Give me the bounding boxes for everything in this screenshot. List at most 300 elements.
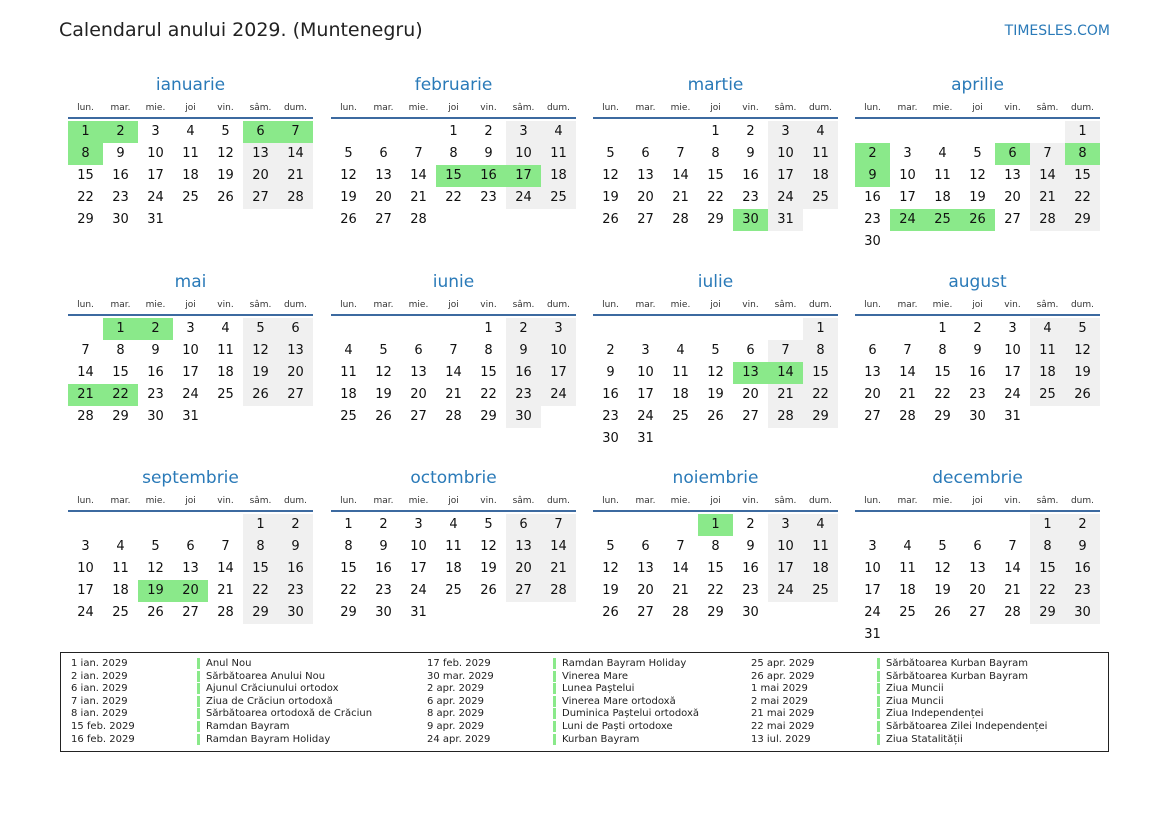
holiday-name: Ziua de Crăciun ortodoxă bbox=[197, 696, 333, 707]
day-cell: 25 bbox=[1030, 384, 1065, 406]
day-cell: 28 bbox=[768, 406, 803, 428]
holiday-day-cell: 17 bbox=[506, 165, 541, 187]
month-title: mai bbox=[174, 272, 207, 292]
day-cell: 7 bbox=[81, 343, 90, 358]
day-cell: 20 bbox=[278, 362, 313, 384]
day-cell: 26 bbox=[707, 409, 724, 424]
day-cell: 9 bbox=[746, 146, 755, 161]
day-cell: 31 bbox=[1004, 409, 1021, 424]
holiday-day-cell: 30 bbox=[733, 209, 768, 231]
day-cell: 15 bbox=[243, 558, 278, 580]
weekday-label: mar. bbox=[373, 300, 394, 310]
day-cell: 25 bbox=[217, 387, 234, 402]
holiday-day-cell: 9 bbox=[855, 165, 890, 187]
weekday-label: mar. bbox=[897, 103, 918, 113]
day-cell: 7 bbox=[541, 514, 576, 536]
day-cell: 20 bbox=[969, 583, 986, 598]
weekday-label: mie. bbox=[670, 300, 691, 310]
day-cell: 20 bbox=[506, 558, 541, 580]
holiday-legend bbox=[60, 652, 1109, 752]
day-cell: 28 bbox=[899, 409, 916, 424]
month-title: octombrie bbox=[410, 468, 497, 488]
day-cell: 29 bbox=[707, 605, 724, 620]
day-cell: 12 bbox=[375, 365, 392, 380]
day-cell: 21 bbox=[672, 583, 689, 598]
day-cell: 26 bbox=[147, 605, 164, 620]
day-cell: 4 bbox=[221, 321, 230, 336]
weekday-header bbox=[593, 300, 838, 316]
day-cell: 18 bbox=[803, 165, 838, 187]
day-cell: 29 bbox=[707, 212, 724, 227]
day-cell: 9 bbox=[746, 539, 755, 554]
weekday-label: dum. bbox=[283, 496, 308, 506]
day-cell: 12 bbox=[480, 539, 497, 554]
day-cell: 10 bbox=[637, 365, 654, 380]
holiday-day-cell: 2 bbox=[138, 318, 173, 340]
weekday-header bbox=[68, 300, 313, 316]
month-title: aprilie bbox=[951, 75, 1004, 95]
day-cell: 2 bbox=[506, 318, 541, 340]
day-cell: 8 bbox=[344, 539, 353, 554]
weekday-label: lun. bbox=[77, 103, 94, 113]
day-cell: 20 bbox=[637, 190, 654, 205]
day-cell: 18 bbox=[672, 387, 689, 402]
day-cell: 13 bbox=[182, 561, 199, 576]
month-octombrie bbox=[331, 468, 576, 658]
holiday-name: Ramdan Bayram Holiday bbox=[197, 734, 330, 745]
day-cell: 16 bbox=[375, 561, 392, 576]
month-title: ianuarie bbox=[155, 75, 226, 95]
day-cell: 15 bbox=[112, 365, 129, 380]
holiday-day-cell: 2 bbox=[855, 143, 890, 165]
holiday-date: 1 mai 2029 bbox=[751, 683, 808, 695]
day-cell: 14 bbox=[1030, 165, 1065, 187]
day-cell: 26 bbox=[243, 384, 278, 406]
month-title: iunie bbox=[432, 272, 475, 292]
weekday-label: joi bbox=[448, 300, 459, 310]
weekday-label: dum. bbox=[283, 300, 308, 310]
day-cell: 6 bbox=[278, 318, 313, 340]
day-cell: 20 bbox=[637, 583, 654, 598]
weekday-label: mie. bbox=[145, 496, 166, 506]
holiday-date: 25 apr. 2029 bbox=[751, 658, 815, 669]
day-cell: 9 bbox=[379, 539, 388, 554]
holiday-day-cell: 8 bbox=[68, 143, 103, 165]
day-cell: 21 bbox=[1030, 187, 1065, 209]
day-cell: 9 bbox=[278, 536, 313, 558]
weekday-label: mie. bbox=[932, 496, 953, 506]
day-cell: 25 bbox=[899, 605, 916, 620]
day-cell: 19 bbox=[375, 387, 392, 402]
day-cell: 6 bbox=[506, 514, 541, 536]
weekday-label: mar. bbox=[110, 496, 131, 506]
day-cell: 6 bbox=[746, 343, 755, 358]
day-cell: 14 bbox=[217, 561, 234, 576]
day-cell: 14 bbox=[672, 561, 689, 576]
day-cell: 9 bbox=[151, 343, 160, 358]
weekday-label: vin. bbox=[1004, 300, 1021, 310]
day-cell: 22 bbox=[77, 190, 94, 205]
day-cell: 11 bbox=[217, 343, 234, 358]
day-cell: 8 bbox=[803, 340, 838, 362]
day-cell: 21 bbox=[541, 558, 576, 580]
weekday-label: sâm. bbox=[512, 103, 535, 113]
day-cell: 5 bbox=[344, 146, 353, 161]
day-cell: 5 bbox=[484, 517, 493, 532]
day-cell: 6 bbox=[641, 539, 650, 554]
month-septembrie bbox=[68, 468, 313, 658]
holiday-name: Ziua Muncii bbox=[877, 683, 944, 694]
day-cell: 6 bbox=[641, 146, 650, 161]
day-cell: 13 bbox=[969, 561, 986, 576]
day-cell: 5 bbox=[243, 318, 278, 340]
day-cell: 7 bbox=[414, 146, 423, 161]
day-cell: 13 bbox=[278, 340, 313, 362]
day-cell: 10 bbox=[864, 561, 881, 576]
day-cell: 7 bbox=[676, 146, 685, 161]
holiday-date: 8 apr. 2029 bbox=[427, 708, 485, 720]
month-noiembrie bbox=[593, 468, 838, 658]
day-cell: 13 bbox=[1004, 168, 1021, 183]
day-cell: 4 bbox=[803, 121, 838, 143]
day-cell: 27 bbox=[506, 580, 541, 602]
weekday-label: dum. bbox=[808, 103, 833, 113]
day-cell: 23 bbox=[742, 190, 759, 205]
day-cell: 17 bbox=[637, 387, 654, 402]
day-cell: 6 bbox=[379, 146, 388, 161]
weekday-label: joi bbox=[448, 103, 459, 113]
day-cell: 25 bbox=[672, 409, 689, 424]
day-cell: 6 bbox=[414, 343, 423, 358]
day-cell: 13 bbox=[637, 561, 654, 576]
site-link[interactable]: TIMESLES.COM bbox=[1004, 23, 1110, 39]
weekday-header bbox=[68, 103, 313, 119]
day-cell: 2 bbox=[379, 517, 388, 532]
day-cell: 11 bbox=[445, 539, 462, 554]
day-cell: 27 bbox=[375, 212, 392, 227]
day-cell: 28 bbox=[410, 212, 427, 227]
holiday-name: Ziua Independenței bbox=[877, 708, 984, 719]
day-cell: 22 bbox=[480, 387, 497, 402]
day-cell: 2 bbox=[746, 517, 755, 532]
day-cell: 15 bbox=[803, 362, 838, 384]
weekday-label: mie. bbox=[670, 103, 691, 113]
day-cell: 17 bbox=[864, 583, 881, 598]
day-cell: 10 bbox=[77, 561, 94, 576]
weekday-label: mar. bbox=[635, 103, 656, 113]
month-iulie bbox=[593, 272, 838, 462]
day-cell: 21 bbox=[217, 583, 234, 598]
day-cell: 1 bbox=[803, 318, 838, 340]
day-cell: 27 bbox=[182, 605, 199, 620]
weekday-label: sâm. bbox=[249, 300, 272, 310]
day-cell: 7 bbox=[768, 340, 803, 362]
weekday-label: joi bbox=[710, 300, 721, 310]
day-cell: 26 bbox=[602, 605, 619, 620]
month-martie bbox=[593, 75, 838, 265]
month-title: iulie bbox=[697, 272, 734, 292]
day-cell: 19 bbox=[602, 190, 619, 205]
weekday-label: sâm. bbox=[512, 300, 535, 310]
day-cell: 6 bbox=[973, 539, 982, 554]
day-cell: 23 bbox=[969, 387, 986, 402]
day-cell: 24 bbox=[768, 187, 803, 209]
day-cell: 3 bbox=[151, 124, 160, 139]
day-cell: 6 bbox=[868, 343, 877, 358]
weekday-label: lun. bbox=[602, 300, 619, 310]
holiday-day-cell: 1 bbox=[103, 318, 138, 340]
day-cell: 16 bbox=[147, 365, 164, 380]
holiday-day-cell: 13 bbox=[733, 362, 768, 384]
day-cell: 23 bbox=[602, 409, 619, 424]
day-cell: 21 bbox=[768, 384, 803, 406]
day-cell: 20 bbox=[864, 387, 881, 402]
holiday-date: 7 ian. 2029 bbox=[71, 695, 128, 707]
weekday-label: lun. bbox=[602, 103, 619, 113]
day-cell: 28 bbox=[1030, 209, 1065, 231]
day-cell: 23 bbox=[1065, 580, 1100, 602]
day-cell: 28 bbox=[541, 580, 576, 602]
day-cell: 15 bbox=[707, 561, 724, 576]
weekday-header bbox=[68, 496, 313, 512]
holiday-name: Vinerea Mare ortodoxă bbox=[553, 696, 676, 707]
day-cell: 23 bbox=[742, 583, 759, 598]
day-cell: 5 bbox=[1065, 318, 1100, 340]
day-cell: 26 bbox=[934, 605, 951, 620]
holiday-date: 2 ian. 2029 bbox=[71, 670, 128, 682]
day-cell: 23 bbox=[375, 583, 392, 598]
day-cell: 19 bbox=[602, 583, 619, 598]
day-cell: 22 bbox=[243, 580, 278, 602]
day-cell: 10 bbox=[410, 539, 427, 554]
day-cell: 26 bbox=[1065, 384, 1100, 406]
day-cell: 24 bbox=[637, 409, 654, 424]
day-cell: 18 bbox=[1030, 362, 1065, 384]
holiday-day-cell: 25 bbox=[925, 209, 960, 231]
day-cell: 4 bbox=[449, 517, 458, 532]
day-cell: 22 bbox=[803, 384, 838, 406]
day-cell: 11 bbox=[340, 365, 357, 380]
day-cell: 5 bbox=[938, 539, 947, 554]
day-cell: 14 bbox=[1004, 561, 1021, 576]
day-cell: 10 bbox=[147, 146, 164, 161]
holiday-day-cell: 24 bbox=[890, 209, 925, 231]
day-cell: 26 bbox=[340, 212, 357, 227]
weekday-label: vin. bbox=[742, 103, 759, 113]
day-cell: 15 bbox=[77, 168, 94, 183]
weekday-label: sâm. bbox=[774, 496, 797, 506]
day-cell: 11 bbox=[112, 561, 129, 576]
page-title: Calendarul anului 2029. (Muntenegru) bbox=[59, 19, 423, 41]
day-cell: 4 bbox=[1030, 318, 1065, 340]
holiday-date: 6 ian. 2029 bbox=[71, 683, 128, 695]
day-cell: 9 bbox=[484, 146, 493, 161]
day-cell: 29 bbox=[803, 406, 838, 428]
day-cell: 9 bbox=[606, 365, 615, 380]
day-cell: 22 bbox=[1065, 187, 1100, 209]
day-cell: 4 bbox=[676, 343, 685, 358]
day-cell: 31 bbox=[182, 409, 199, 424]
day-cell: 14 bbox=[410, 168, 427, 183]
day-cell: 27 bbox=[410, 409, 427, 424]
day-cell: 29 bbox=[340, 605, 357, 620]
day-cell: 30 bbox=[506, 406, 541, 428]
day-cell: 13 bbox=[243, 143, 278, 165]
holiday-date: 21 mai 2029 bbox=[751, 708, 815, 720]
day-cell: 29 bbox=[934, 409, 951, 424]
day-cell: 17 bbox=[768, 558, 803, 580]
holiday-date: 22 mai 2029 bbox=[751, 721, 815, 732]
weekday-label: dum. bbox=[808, 300, 833, 310]
day-cell: 16 bbox=[112, 168, 129, 183]
day-cell: 30 bbox=[278, 602, 313, 624]
day-cell: 24 bbox=[506, 187, 541, 209]
day-cell: 24 bbox=[768, 580, 803, 602]
day-cell: 16 bbox=[278, 558, 313, 580]
day-cell: 23 bbox=[112, 190, 129, 205]
month-title: decembrie bbox=[932, 468, 1023, 488]
weekday-label: vin. bbox=[742, 496, 759, 506]
day-cell: 21 bbox=[1004, 583, 1021, 598]
holiday-name: Duminica Paștelui ortodoxă bbox=[553, 708, 699, 719]
holiday-name: Ajunul Crăciunului ortodox bbox=[197, 683, 339, 694]
weekday-label: mar. bbox=[897, 496, 918, 506]
weekday-label: joi bbox=[448, 496, 459, 506]
weekday-label: mie. bbox=[145, 300, 166, 310]
month-mai bbox=[68, 272, 313, 462]
day-cell: 4 bbox=[938, 146, 947, 161]
day-cell: 3 bbox=[506, 121, 541, 143]
day-cell: 3 bbox=[414, 517, 423, 532]
day-cell: 22 bbox=[445, 190, 462, 205]
holiday-day-cell: 7 bbox=[278, 121, 313, 143]
day-cell: 25 bbox=[182, 190, 199, 205]
holiday-name: Ziua Muncii bbox=[877, 696, 944, 707]
day-cell: 27 bbox=[243, 187, 278, 209]
day-cell: 16 bbox=[742, 168, 759, 183]
weekday-label: sâm. bbox=[1036, 496, 1059, 506]
day-cell: 12 bbox=[969, 168, 986, 183]
day-cell: 19 bbox=[1065, 362, 1100, 384]
month-februarie bbox=[331, 75, 576, 265]
holiday-name: Lunea Paștelui bbox=[553, 683, 634, 694]
day-cell: 9 bbox=[973, 343, 982, 358]
day-cell: 1 bbox=[243, 514, 278, 536]
day-cell: 24 bbox=[864, 605, 881, 620]
weekday-label: sâm. bbox=[249, 103, 272, 113]
day-cell: 4 bbox=[116, 539, 125, 554]
day-cell: 22 bbox=[340, 583, 357, 598]
day-cell: 2 bbox=[484, 124, 493, 139]
day-cell: 30 bbox=[742, 605, 759, 620]
holiday-date: 6 apr. 2029 bbox=[427, 695, 485, 707]
weekday-label: vin. bbox=[217, 103, 234, 113]
day-cell: 12 bbox=[707, 365, 724, 380]
month-title: septembrie bbox=[142, 468, 239, 488]
day-cell: 11 bbox=[803, 536, 838, 558]
day-cell: 12 bbox=[340, 168, 357, 183]
weekday-label: sâm. bbox=[512, 496, 535, 506]
weekday-label: mie. bbox=[932, 300, 953, 310]
day-cell: 6 bbox=[186, 539, 195, 554]
holiday-date: 15 feb. 2029 bbox=[71, 721, 135, 732]
holiday-name: Ramdan Bayram Holiday bbox=[553, 658, 686, 669]
day-cell: 11 bbox=[899, 561, 916, 576]
day-cell: 7 bbox=[449, 343, 458, 358]
day-cell: 19 bbox=[243, 362, 278, 384]
weekday-label: sâm. bbox=[774, 300, 797, 310]
day-cell: 4 bbox=[803, 514, 838, 536]
weekday-label: vin. bbox=[480, 300, 497, 310]
weekday-label: mar. bbox=[635, 300, 656, 310]
day-cell: 25 bbox=[445, 583, 462, 598]
weekday-label: vin. bbox=[1004, 496, 1021, 506]
day-cell: 29 bbox=[77, 212, 94, 227]
weekday-label: dum. bbox=[1070, 103, 1095, 113]
day-cell: 22 bbox=[707, 190, 724, 205]
day-cell: 22 bbox=[1030, 580, 1065, 602]
holiday-name: Sărbătoarea Anului Nou bbox=[197, 671, 325, 682]
day-cell: 30 bbox=[864, 234, 881, 249]
day-cell: 26 bbox=[480, 583, 497, 598]
day-cell: 17 bbox=[768, 165, 803, 187]
day-cell: 13 bbox=[506, 536, 541, 558]
weekday-label: vin. bbox=[217, 496, 234, 506]
day-cell: 5 bbox=[973, 146, 982, 161]
holiday-date: 2 apr. 2029 bbox=[427, 683, 485, 695]
day-cell: 25 bbox=[803, 580, 838, 602]
weekday-header bbox=[855, 496, 1100, 512]
day-cell: 23 bbox=[278, 580, 313, 602]
holiday-name: Kurban Bayram bbox=[553, 734, 639, 745]
weekday-label: joi bbox=[972, 103, 983, 113]
day-cell: 14 bbox=[541, 536, 576, 558]
weekday-label: mar. bbox=[110, 300, 131, 310]
holiday-date: 9 apr. 2029 bbox=[427, 721, 485, 732]
day-cell: 30 bbox=[375, 605, 392, 620]
day-cell: 21 bbox=[410, 190, 427, 205]
holiday-date: 1 ian. 2029 bbox=[71, 658, 128, 669]
day-cell: 28 bbox=[217, 605, 234, 620]
weekday-label: mar. bbox=[110, 103, 131, 113]
day-cell: 4 bbox=[541, 121, 576, 143]
weekday-label: mar. bbox=[897, 300, 918, 310]
holiday-name: Ramdan Bayram bbox=[197, 721, 289, 732]
day-cell: 18 bbox=[934, 190, 951, 205]
day-cell: 19 bbox=[969, 190, 986, 205]
day-cell: 8 bbox=[711, 539, 720, 554]
day-cell: 28 bbox=[1004, 605, 1021, 620]
weekday-label: dum. bbox=[1070, 300, 1095, 310]
weekday-label: dum. bbox=[808, 496, 833, 506]
day-cell: 27 bbox=[864, 409, 881, 424]
day-cell: 5 bbox=[379, 343, 388, 358]
day-cell: 3 bbox=[868, 539, 877, 554]
day-cell: 14 bbox=[278, 143, 313, 165]
day-cell: 28 bbox=[672, 212, 689, 227]
holiday-name: Ziua Statalității bbox=[877, 734, 963, 745]
day-cell: 5 bbox=[151, 539, 160, 554]
holiday-day-cell: 21 bbox=[68, 384, 103, 406]
day-cell: 2 bbox=[1065, 514, 1100, 536]
day-cell: 2 bbox=[746, 124, 755, 139]
day-cell: 25 bbox=[112, 605, 129, 620]
weekday-label: lun. bbox=[864, 300, 881, 310]
day-cell: 29 bbox=[112, 409, 129, 424]
holiday-date: 8 ian. 2029 bbox=[71, 708, 128, 720]
month-ianuarie bbox=[68, 75, 313, 265]
day-cell: 2 bbox=[278, 514, 313, 536]
